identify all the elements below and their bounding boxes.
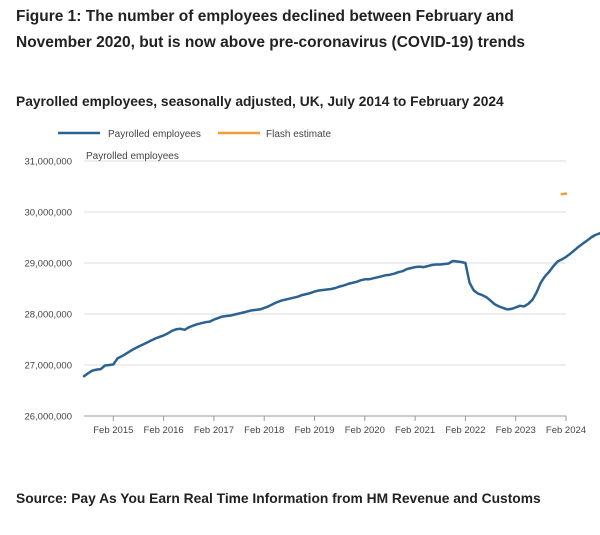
series	[84, 194, 600, 377]
x-tick-label: Feb 2019	[294, 425, 335, 436]
source-note: Source: Pay As You Earn Real Time Information from HM Revenue and Customs	[16, 491, 541, 506]
x-tick-label: Feb 2021	[395, 425, 436, 436]
figure-title: Figure 1: The number of employees declined between February and November 2020, but is now above pre-coronavirus (COVID-19) trends	[16, 8, 526, 51]
x-tick-label: Feb 2016	[143, 425, 184, 436]
x-tick-label: Feb 2018	[244, 425, 285, 436]
y-tick-label: 31,000,000	[24, 156, 72, 168]
y-tick-label: 29,000,000	[24, 258, 72, 270]
y-tick-label: 28,000,000	[24, 309, 72, 321]
series-line-flash-estimate	[562, 194, 566, 195]
legend-label-flash-estimate: Flash estimate	[266, 129, 332, 140]
x-tick-label: Feb 2020	[344, 425, 385, 436]
y-tick-label: 30,000,000	[24, 207, 72, 219]
grid-lines	[84, 161, 566, 365]
x-tick-label: Feb 2015	[93, 425, 134, 436]
x-tick-label: Feb 2017	[193, 425, 235, 436]
x-tick-label: Feb 2022	[445, 425, 486, 436]
figure-subtitle: Payrolled employees, seasonally adjusted, UK, July 2014 to February 2024	[16, 94, 504, 109]
legend	[58, 129, 331, 140]
series-line-payrolled-employees	[84, 194, 600, 376]
y-tick-label: 27,000,000	[24, 360, 72, 372]
x-tick-label: Feb 2023	[495, 425, 536, 436]
y-axis-title: Payrolled employees	[86, 151, 179, 162]
x-tick-label: Feb 2024	[545, 425, 587, 436]
y-tick-label: 26,000,000	[24, 411, 72, 423]
legend-label-payrolled-employees: Payrolled employees	[108, 129, 201, 140]
